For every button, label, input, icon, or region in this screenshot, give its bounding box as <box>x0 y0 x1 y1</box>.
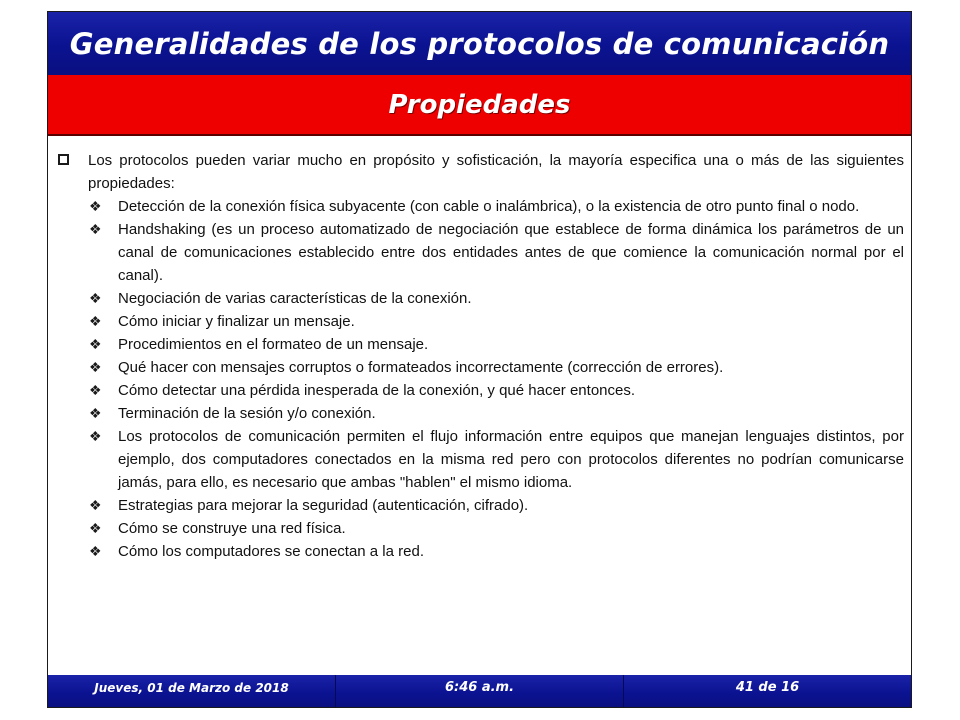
list-item <box>58 402 904 425</box>
slide-subtitle: Propiedades <box>388 89 571 120</box>
list-item-text: Procedimientos en el formateo de un mensaje. <box>118 336 429 353</box>
list-item-text: Cómo se construye una red física. <box>118 520 346 537</box>
hollow-square-icon <box>58 154 69 165</box>
intro-text: Los protocolos pueden variar mucho en propósito y sofisticación, la mayoría especifica una o más de las siguientes propiedades: <box>88 152 904 192</box>
list-item <box>58 425 904 494</box>
title-bar <box>48 12 911 76</box>
four-point-star-icon: ❖ <box>89 290 102 306</box>
list-item <box>58 287 904 310</box>
list-item <box>58 494 904 517</box>
footer-page-number: 41 de 16 <box>623 675 911 707</box>
list-item-text: Qué hacer con mensajes corruptos o formateados incorrectamente (corrección de errores). <box>118 359 724 376</box>
content-body <box>58 149 904 563</box>
list-item <box>58 310 904 333</box>
list-item <box>58 333 904 356</box>
list-item <box>58 356 904 379</box>
list-item-text: Terminación de la sesión y/o conexión. <box>118 405 376 422</box>
list-item <box>58 379 904 402</box>
list-item-text: Cómo iniciar y finalizar un mensaje. <box>118 313 355 330</box>
footer-date: Jueves, 01 de Marzo de 2018 <box>48 675 335 707</box>
list-item <box>58 195 904 218</box>
footer-bar <box>48 675 911 707</box>
list-item-text: Cómo los computadores se conectan a la red. <box>118 543 424 560</box>
list-item <box>58 218 904 287</box>
four-point-star-icon: ❖ <box>89 382 102 398</box>
four-point-star-icon: ❖ <box>89 428 102 444</box>
slide-title: Generalidades de los protocolos de comunicación <box>69 26 890 61</box>
four-point-star-icon: ❖ <box>89 336 102 352</box>
four-point-star-icon: ❖ <box>89 405 102 421</box>
list-item-text: Los protocolos de comunicación permiten el flujo información entre equipos que manejan lenguajes distintos, por ejemplo, dos computadores conectados en la misma red pero con protocolos diferentes no podrían comunicarse jamás, para ello, es necesario que ambas "hablen" el mismo idioma. <box>118 428 904 491</box>
footer-time: 6:46 a.m. <box>335 675 623 707</box>
four-point-star-icon: ❖ <box>89 520 102 536</box>
four-point-star-icon: ❖ <box>89 359 102 375</box>
four-point-star-icon: ❖ <box>89 543 102 559</box>
intro-item <box>58 149 904 195</box>
four-point-star-icon: ❖ <box>89 198 102 214</box>
list-item-text: Detección de la conexión física subyacente (con cable o inalámbrica), o la existencia de otro punto final o nodo. <box>118 198 860 215</box>
list-item <box>58 517 904 540</box>
list-item <box>58 540 904 563</box>
list-item-text: Cómo detectar una pérdida inesperada de la conexión, y qué hacer entonces. <box>118 382 636 399</box>
subtitle-bar <box>48 75 911 136</box>
list-item-text: Negociación de varias características de la conexión. <box>118 290 472 307</box>
four-point-star-icon: ❖ <box>89 221 102 237</box>
list-item-text: Estrategias para mejorar la seguridad (autenticación, cifrado). <box>118 497 529 514</box>
slide <box>47 11 912 708</box>
four-point-star-icon: ❖ <box>89 313 102 329</box>
list-item-text: Handshaking (es un proceso automatizado de negociación que establece de forma dinámica los parámetros de un canal de comunicaciones establecido entre dos entidades antes de que comience la comunicación normal por el canal). <box>118 221 904 284</box>
four-point-star-icon: ❖ <box>89 497 102 513</box>
